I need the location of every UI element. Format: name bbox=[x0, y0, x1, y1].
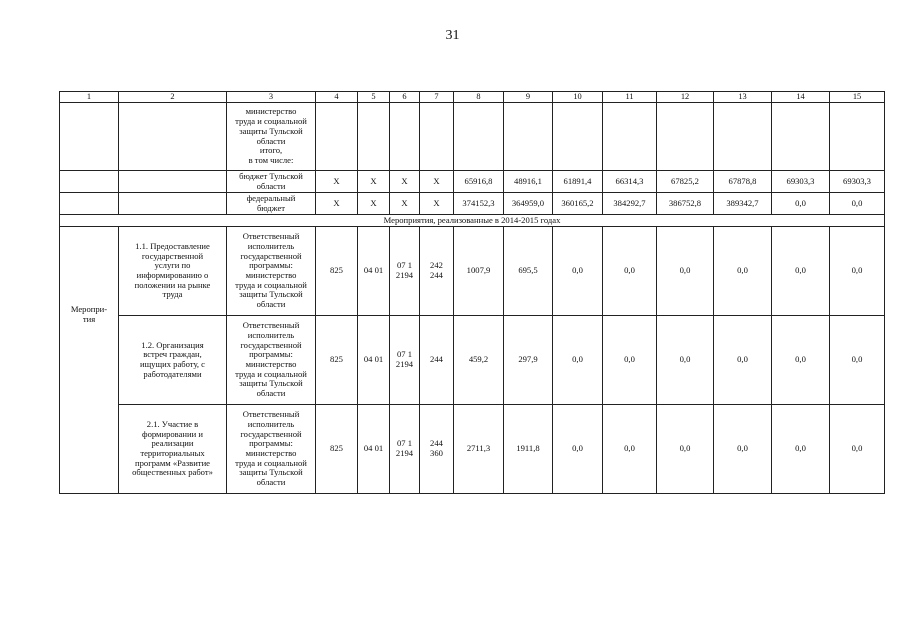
code-cell: 825 bbox=[316, 405, 358, 494]
value-cell: 0,0 bbox=[603, 316, 657, 405]
page-number: 31 bbox=[445, 28, 460, 43]
value-cell: 364959,0 bbox=[504, 193, 553, 215]
value-cell: 0,0 bbox=[657, 227, 714, 316]
value-cell: 459,2 bbox=[454, 316, 504, 405]
value-cell: 0,0 bbox=[603, 227, 657, 316]
value-cell: 360165,2 bbox=[553, 193, 603, 215]
value-cell: 0,0 bbox=[772, 316, 830, 405]
value-cell: 1007,9 bbox=[454, 227, 504, 316]
value-cell: 0,0 bbox=[553, 405, 603, 494]
value-cell: 0,0 bbox=[553, 227, 603, 316]
table-row: федеральный бюджет X X X X 374152,3 364959,0 360165,2 384292,7 386752,8 389342,7 0,0 0,0 bbox=[60, 193, 885, 215]
column-number: 5 bbox=[358, 92, 390, 103]
code-cell: 825 bbox=[316, 227, 358, 316]
value-cell: 48916,1 bbox=[504, 171, 553, 193]
value-cell: 374152,3 bbox=[454, 193, 504, 215]
empty-cell bbox=[60, 103, 119, 171]
value-cell: 0,0 bbox=[714, 316, 772, 405]
column-number: 7 bbox=[420, 92, 454, 103]
column-number: 14 bbox=[772, 92, 830, 103]
code-cell: 07 1 2194 bbox=[390, 405, 420, 494]
empty-cell bbox=[119, 103, 227, 171]
column-number: 15 bbox=[830, 92, 885, 103]
column-number: 6 bbox=[390, 92, 420, 103]
responsible-cell: министерство труда и социальной защиты Тульской области итого, в том числе: bbox=[227, 103, 316, 171]
table-row: бюджет Тульской области X X X X 65916,8 48916,1 61891,4 66314,3 67825,2 67878,8 69303,3 69303,3 bbox=[60, 171, 885, 193]
value-cell: 65916,8 bbox=[454, 171, 504, 193]
code-cell: 242 244 bbox=[420, 227, 454, 316]
value-cell: 0,0 bbox=[657, 405, 714, 494]
category-cell: Меропри- тия bbox=[60, 227, 119, 494]
column-number: 4 bbox=[316, 92, 358, 103]
value-cell: 389342,7 bbox=[714, 193, 772, 215]
responsible-cell: Ответственный исполнитель государственной программы: министерство труда и социальной защиты Тульской области bbox=[227, 227, 316, 316]
column-number: 9 bbox=[504, 92, 553, 103]
column-number: 13 bbox=[714, 92, 772, 103]
section-title: Мероприятия, реализованные в 2014-2015 годах bbox=[60, 215, 885, 227]
value-cell: 0,0 bbox=[830, 193, 885, 215]
value-cell: 1911,8 bbox=[504, 405, 553, 494]
value-cell: 61891,4 bbox=[553, 171, 603, 193]
value-cell: 67825,2 bbox=[657, 171, 714, 193]
responsible-cell: Ответственный исполнитель государственной программы: министерство труда и социальной защиты Тульской области bbox=[227, 316, 316, 405]
code-cell: 07 1 2194 bbox=[390, 316, 420, 405]
column-number: 10 bbox=[553, 92, 603, 103]
budget-label: федеральный бюджет bbox=[227, 193, 316, 215]
value-cell: 0,0 bbox=[830, 316, 885, 405]
column-number: 2 bbox=[119, 92, 227, 103]
value-cell: 0,0 bbox=[772, 193, 830, 215]
value-cell: 66314,3 bbox=[603, 171, 657, 193]
value-cell: 695,5 bbox=[504, 227, 553, 316]
column-number: 8 bbox=[454, 92, 504, 103]
table-row bbox=[60, 227, 885, 316]
table-row bbox=[60, 316, 885, 405]
budget-label: бюджет Тульской области bbox=[227, 171, 316, 193]
table-row bbox=[60, 405, 885, 494]
table-row bbox=[60, 103, 885, 171]
value-cell: 69303,3 bbox=[830, 171, 885, 193]
value-cell: 0,0 bbox=[553, 316, 603, 405]
code-cell: 04 01 bbox=[358, 227, 390, 316]
value-cell: 297,9 bbox=[504, 316, 553, 405]
code-cell: 244 bbox=[420, 316, 454, 405]
value-cell: 386752,8 bbox=[657, 193, 714, 215]
value-cell: 384292,7 bbox=[603, 193, 657, 215]
value-cell: 0,0 bbox=[714, 405, 772, 494]
section-row bbox=[60, 215, 885, 227]
value-cell: 0,0 bbox=[657, 316, 714, 405]
column-number: 1 bbox=[60, 92, 119, 103]
value-cell: 0,0 bbox=[830, 227, 885, 316]
value-cell: 0,0 bbox=[603, 405, 657, 494]
code-cell: 244 360 bbox=[420, 405, 454, 494]
value-cell: 2711,3 bbox=[454, 405, 504, 494]
column-number: 12 bbox=[657, 92, 714, 103]
column-number: 3 bbox=[227, 92, 316, 103]
responsible-cell: Ответственный исполнитель государственной программы: министерство труда и социальной защиты Тульской области bbox=[227, 405, 316, 494]
code-cell: 07 1 2194 bbox=[390, 227, 420, 316]
value-cell: 0,0 bbox=[830, 405, 885, 494]
budget-table bbox=[59, 91, 885, 494]
value-cell: 0,0 bbox=[714, 227, 772, 316]
measure-name: 2.1. Участие в формировании и реализации территориальных программ «Развитие общественных работ» bbox=[119, 405, 227, 494]
value-cell: 0,0 bbox=[772, 405, 830, 494]
code-cell: 04 01 bbox=[358, 405, 390, 494]
value-cell: 0,0 bbox=[772, 227, 830, 316]
code-cell: 825 bbox=[316, 316, 358, 405]
column-number-row bbox=[60, 92, 885, 103]
value-cell: 69303,3 bbox=[772, 171, 830, 193]
measure-name: 1.2. Организация встреч граждан, ищущих работу, с работодателями bbox=[119, 316, 227, 405]
value-cell: 67878,8 bbox=[714, 171, 772, 193]
code-cell: 04 01 bbox=[358, 316, 390, 405]
measure-name: 1.1. Предоставление государственной услуги по информированию о положении на рынке труда bbox=[119, 227, 227, 316]
column-number: 11 bbox=[603, 92, 657, 103]
